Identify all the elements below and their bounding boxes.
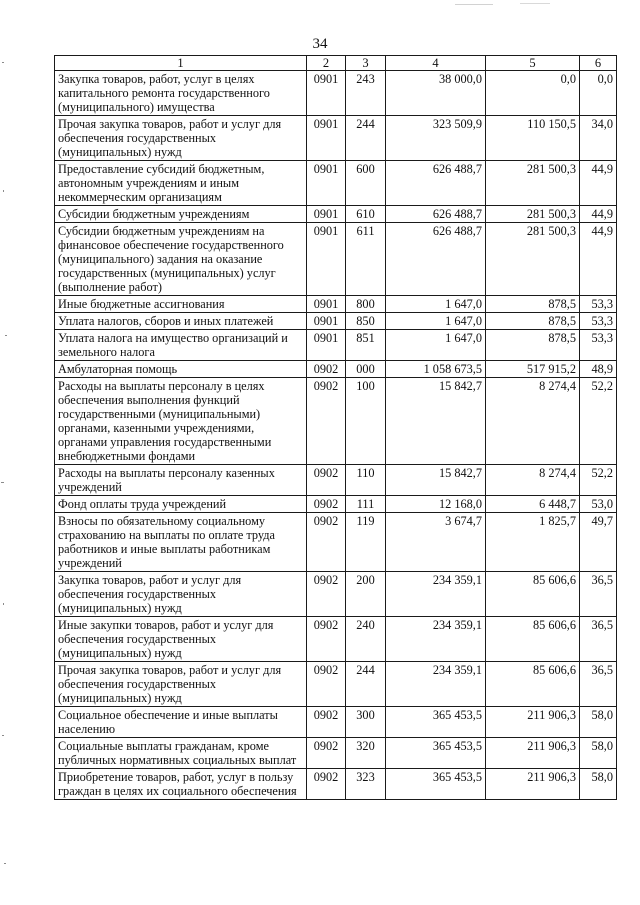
expense-type-code-cell: 600 [346, 161, 386, 206]
executed-amount-cell: 85 606,6 [486, 572, 580, 617]
execution-percent-cell: 36,5 [580, 617, 617, 662]
expense-type-code-cell: 300 [346, 707, 386, 738]
planned-amount-cell: 365 453,5 [386, 707, 486, 738]
expense-name-cell: Социальные выплаты гражданам, кроме публичных нормативных социальных выплат [55, 738, 307, 769]
expense-type-code-cell: 244 [346, 662, 386, 707]
planned-amount-cell: 1 647,0 [386, 296, 486, 313]
execution-percent-cell: 53,0 [580, 496, 617, 513]
executed-amount-cell: 6 448,7 [486, 496, 580, 513]
expense-name-cell: Фонд оплаты труда учреждений [55, 496, 307, 513]
planned-amount-cell: 1 647,0 [386, 330, 486, 361]
planned-amount-cell: 626 488,7 [386, 161, 486, 206]
executed-amount-cell: 281 500,3 [486, 161, 580, 206]
table-row [55, 769, 617, 800]
expense-type-code-cell: 323 [346, 769, 386, 800]
expense-type-code-cell: 119 [346, 513, 386, 572]
table-row [55, 116, 617, 161]
executed-amount-cell: 517 915,2 [486, 361, 580, 378]
table-row [55, 617, 617, 662]
expense-type-code-cell: 000 [346, 361, 386, 378]
expense-type-code-cell: 320 [346, 738, 386, 769]
expense-name-cell: Расходы на выплаты персоналу в целях обеспечения выполнения функций государственными (муниципальными) органами, казенными учреждениями, органами управления государственными внебюджетными фондами [55, 378, 307, 465]
column-header-3: 3 [346, 56, 386, 71]
table-row [55, 738, 617, 769]
execution-percent-cell: 58,0 [580, 707, 617, 738]
planned-amount-cell: 365 453,5 [386, 769, 486, 800]
execution-percent-cell: 48,9 [580, 361, 617, 378]
planned-amount-cell: 234 359,1 [386, 662, 486, 707]
expense-type-code-cell: 850 [346, 313, 386, 330]
table-row [55, 662, 617, 707]
execution-percent-cell: 52,2 [580, 465, 617, 496]
expense-name-cell: Уплата налогов, сборов и иных платежей [55, 313, 307, 330]
table-row [55, 71, 617, 116]
expense-name-cell: Иные закупки товаров, работ и услуг для обеспечения государственных (муниципальных) нужд [55, 617, 307, 662]
execution-percent-cell: 58,0 [580, 738, 617, 769]
executed-amount-cell: 110 150,5 [486, 116, 580, 161]
table-body [55, 71, 617, 800]
expense-name-cell: Приобретение товаров, работ, услуг в пользу граждан в целях их социального обеспечения [55, 769, 307, 800]
execution-percent-cell: 0,0 [580, 71, 617, 116]
table-row [55, 361, 617, 378]
planned-amount-cell: 234 359,1 [386, 617, 486, 662]
table-row [55, 330, 617, 361]
planned-amount-cell: 365 453,5 [386, 738, 486, 769]
expense-name-cell: Субсидии бюджетным учреждениям на финансовое обеспечение государственного (муниципального) задания на оказание государственных (муниципальных) услуг (выполнение работ) [55, 223, 307, 296]
execution-percent-cell: 53,3 [580, 330, 617, 361]
execution-percent-cell: 44,9 [580, 223, 617, 296]
execution-percent-cell: 49,7 [580, 513, 617, 572]
section-code-cell: 0901 [307, 330, 346, 361]
expense-type-code-cell: 111 [346, 496, 386, 513]
planned-amount-cell: 12 168,0 [386, 496, 486, 513]
table-row [55, 206, 617, 223]
section-code-cell: 0902 [307, 572, 346, 617]
section-code-cell: 0901 [307, 71, 346, 116]
executed-amount-cell: 878,5 [486, 330, 580, 361]
section-code-cell: 0901 [307, 296, 346, 313]
section-code-cell: 0902 [307, 707, 346, 738]
expense-type-code-cell: 851 [346, 330, 386, 361]
column-header-1: 1 [55, 56, 307, 71]
planned-amount-cell: 15 842,7 [386, 378, 486, 465]
execution-percent-cell: 44,9 [580, 206, 617, 223]
table-row [55, 513, 617, 572]
section-code-cell: 0901 [307, 223, 346, 296]
executed-amount-cell: 1 825,7 [486, 513, 580, 572]
execution-percent-cell: 53,3 [580, 296, 617, 313]
expense-type-code-cell: 611 [346, 223, 386, 296]
expense-type-code-cell: 243 [346, 71, 386, 116]
section-code-cell: 0902 [307, 378, 346, 465]
expense-name-cell: Уплата налога на имущество организаций и земельного налога [55, 330, 307, 361]
executed-amount-cell: 0,0 [486, 71, 580, 116]
execution-percent-cell: 53,3 [580, 313, 617, 330]
expense-type-code-cell: 610 [346, 206, 386, 223]
executed-amount-cell: 281 500,3 [486, 223, 580, 296]
table-row [55, 378, 617, 465]
table-row [55, 296, 617, 313]
column-header-2: 2 [307, 56, 346, 71]
column-header-5: 5 [486, 56, 580, 71]
executed-amount-cell: 878,5 [486, 296, 580, 313]
section-code-cell: 0902 [307, 465, 346, 496]
planned-amount-cell: 626 488,7 [386, 206, 486, 223]
section-code-cell: 0902 [307, 662, 346, 707]
planned-amount-cell: 15 842,7 [386, 465, 486, 496]
section-code-cell: 0902 [307, 769, 346, 800]
table-row [55, 161, 617, 206]
executed-amount-cell: 85 606,6 [486, 662, 580, 707]
section-code-cell: 0902 [307, 513, 346, 572]
table-row [55, 313, 617, 330]
expense-type-code-cell: 244 [346, 116, 386, 161]
column-header-4: 4 [386, 56, 486, 71]
expense-name-cell: Субсидии бюджетным учреждениям [55, 206, 307, 223]
planned-amount-cell: 38 000,0 [386, 71, 486, 116]
planned-amount-cell: 3 674,7 [386, 513, 486, 572]
planned-amount-cell: 323 509,9 [386, 116, 486, 161]
planned-amount-cell: 1 058 673,5 [386, 361, 486, 378]
expense-type-code-cell: 240 [346, 617, 386, 662]
table-row [55, 572, 617, 617]
budget-table [54, 55, 617, 800]
planned-amount-cell: 1 647,0 [386, 313, 486, 330]
execution-percent-cell: 52,2 [580, 378, 617, 465]
execution-percent-cell: 34,0 [580, 116, 617, 161]
execution-percent-cell: 44,9 [580, 161, 617, 206]
table-row [55, 707, 617, 738]
table-row [55, 496, 617, 513]
execution-percent-cell: 36,5 [580, 572, 617, 617]
expense-name-cell: Амбулаторная помощь [55, 361, 307, 378]
table-row [55, 465, 617, 496]
section-code-cell: 0901 [307, 161, 346, 206]
planned-amount-cell: 626 488,7 [386, 223, 486, 296]
expense-name-cell: Расходы на выплаты персоналу казенных учреждений [55, 465, 307, 496]
section-code-cell: 0902 [307, 496, 346, 513]
section-code-cell: 0902 [307, 738, 346, 769]
expense-name-cell: Иные бюджетные ассигнования [55, 296, 307, 313]
execution-percent-cell: 36,5 [580, 662, 617, 707]
page-number: 34 [312, 36, 328, 52]
section-code-cell: 0902 [307, 617, 346, 662]
execution-percent-cell: 58,0 [580, 769, 617, 800]
expense-name-cell: Социальное обеспечение и иные выплаты населению [55, 707, 307, 738]
expense-name-cell: Взносы по обязательному социальному страхованию на выплаты по оплате труда работников и иные выплаты работникам учреждений [55, 513, 307, 572]
section-code-cell: 0901 [307, 116, 346, 161]
expense-type-code-cell: 110 [346, 465, 386, 496]
section-code-cell: 0901 [307, 206, 346, 223]
expense-name-cell: Закупка товаров, работ и услуг для обеспечения государственных (муниципальных) нужд [55, 572, 307, 617]
expense-name-cell: Прочая закупка товаров, работ и услуг для обеспечения государственных (муниципальных) нужд [55, 116, 307, 161]
column-header-6: 6 [580, 56, 617, 71]
expense-type-code-cell: 200 [346, 572, 386, 617]
executed-amount-cell: 211 906,3 [486, 738, 580, 769]
executed-amount-cell: 85 606,6 [486, 617, 580, 662]
expense-name-cell: Предоставление субсидий бюджетным, автономным учреждениям и иным некоммерческим организациям [55, 161, 307, 206]
expense-type-code-cell: 800 [346, 296, 386, 313]
executed-amount-cell: 8 274,4 [486, 465, 580, 496]
table-row [55, 223, 617, 296]
executed-amount-cell: 878,5 [486, 313, 580, 330]
executed-amount-cell: 8 274,4 [486, 378, 580, 465]
expense-name-cell: Прочая закупка товаров, работ и услуг для обеспечения государственных (муниципальных) нужд [55, 662, 307, 707]
executed-amount-cell: 281 500,3 [486, 206, 580, 223]
expense-name-cell: Закупка товаров, работ, услуг в целях капитального ремонта государственного (муниципального) имущества [55, 71, 307, 116]
executed-amount-cell: 211 906,3 [486, 707, 580, 738]
executed-amount-cell: 211 906,3 [486, 769, 580, 800]
planned-amount-cell: 234 359,1 [386, 572, 486, 617]
section-code-cell: 0902 [307, 361, 346, 378]
section-code-cell: 0901 [307, 313, 346, 330]
column-number-row [55, 56, 617, 71]
expense-type-code-cell: 100 [346, 378, 386, 465]
